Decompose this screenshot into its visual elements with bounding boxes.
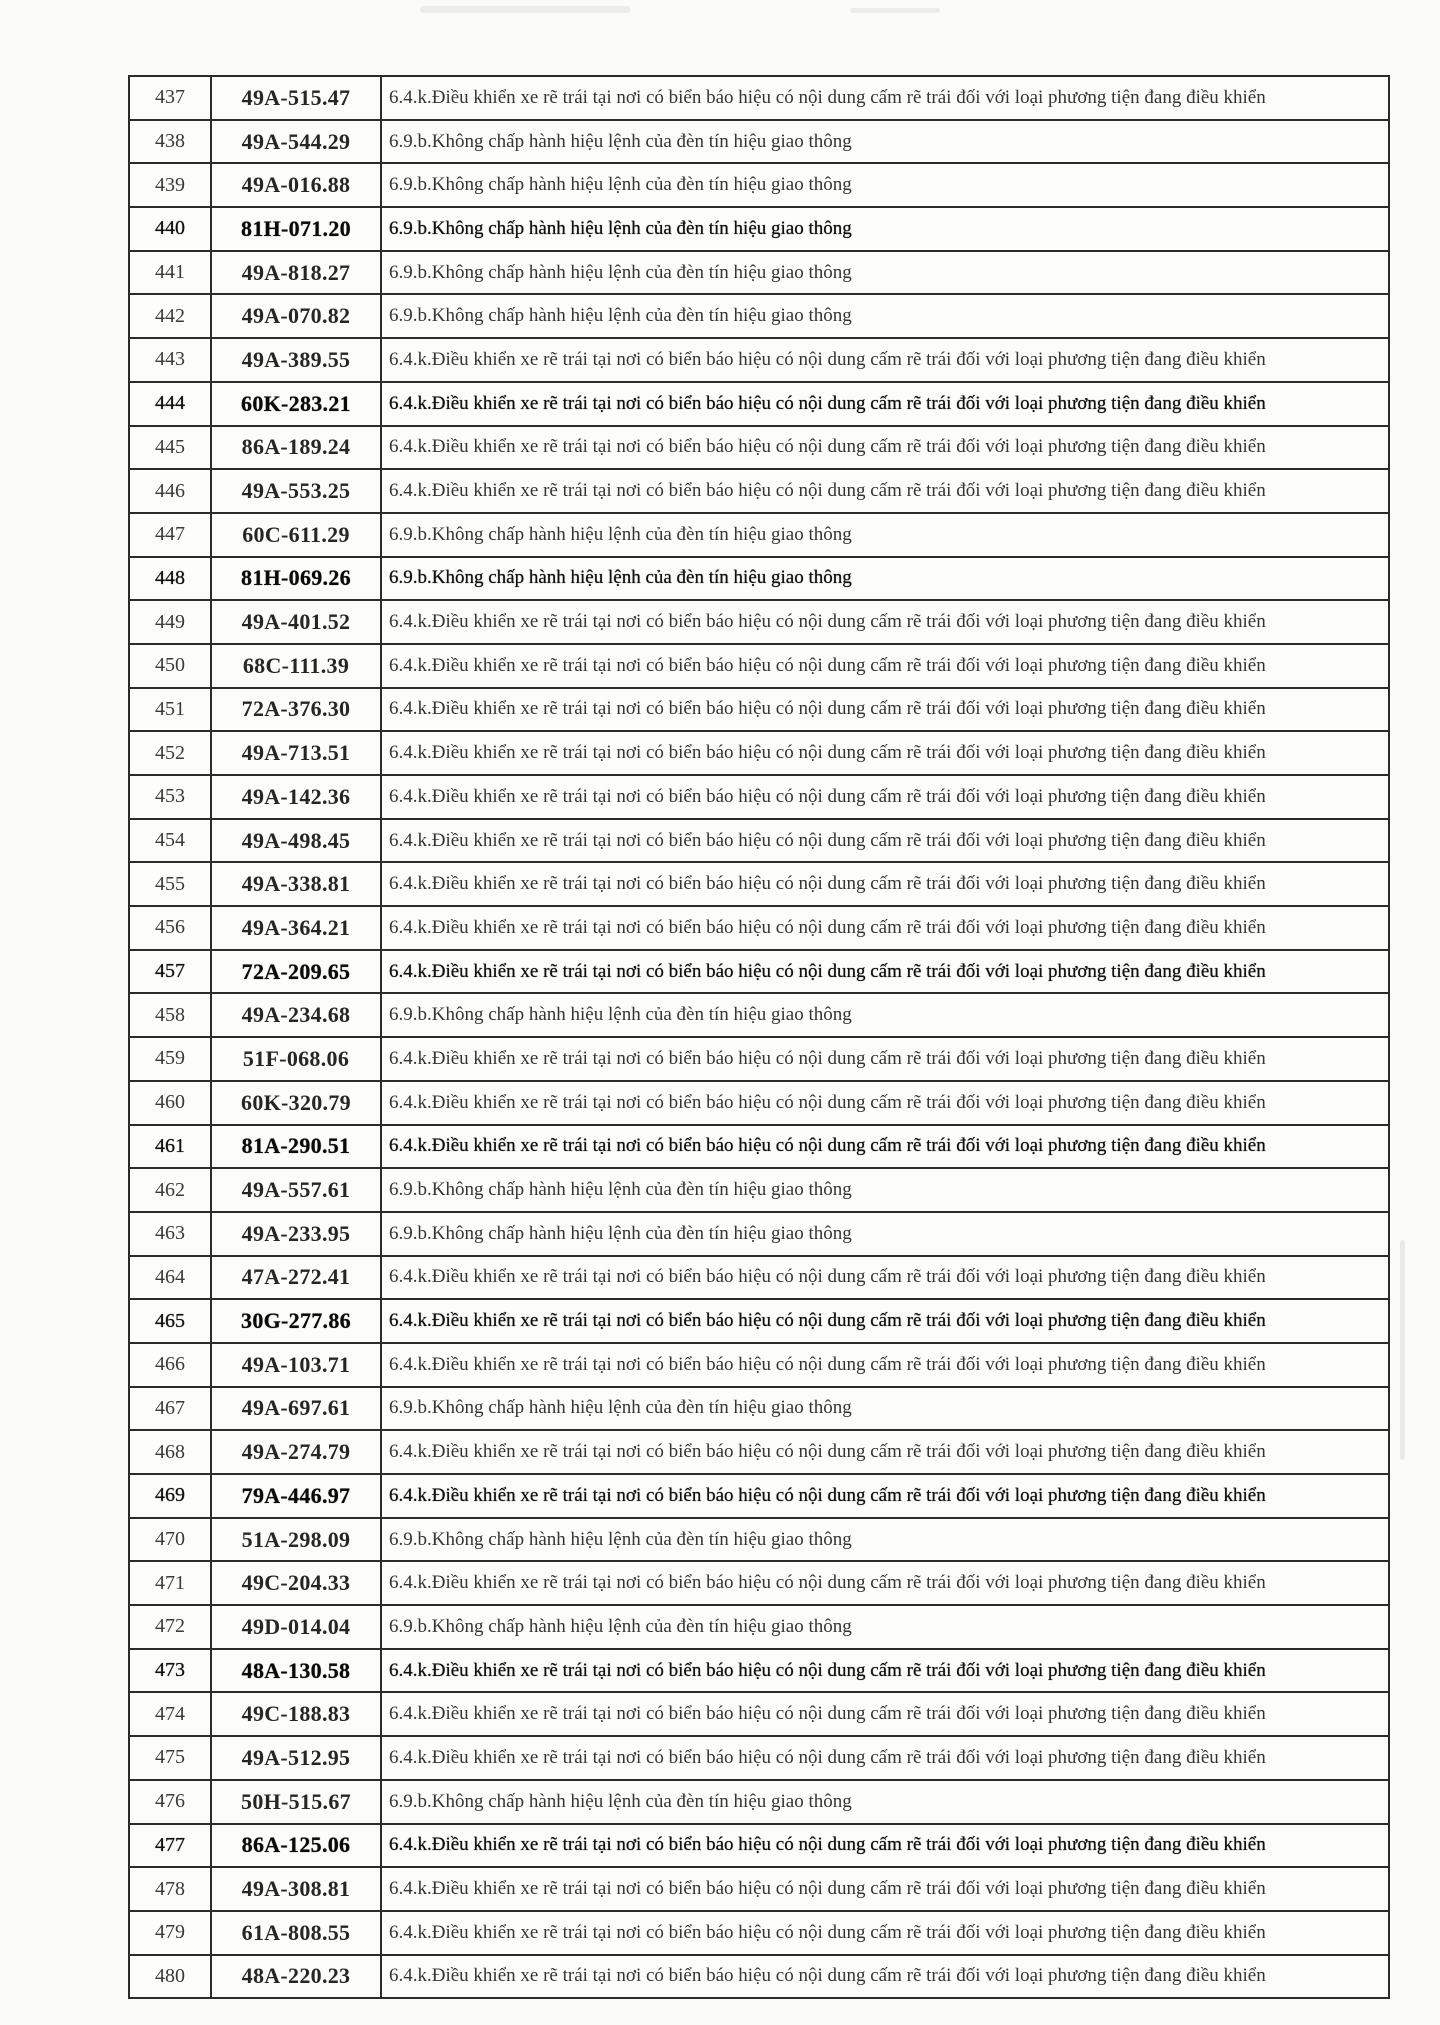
license-plate: 60K-283.21: [211, 382, 381, 426]
row-number: 463: [129, 1212, 211, 1256]
violation-description: 6.4.k.Điều khiển xe rẽ trái tại nơi có biển báo hiệu có nội dung cấm rẽ trái đối với loại phương tiện đang điều khiển: [381, 862, 1389, 906]
license-plate: 49A-070.82: [211, 294, 381, 338]
violation-description: 6.9.b.Không chấp hành hiệu lệnh của đèn tín hiệu giao thông: [381, 207, 1389, 251]
license-plate: 60K-320.79: [211, 1081, 381, 1125]
table-row: [129, 251, 1389, 295]
row-number: 475: [129, 1736, 211, 1780]
license-plate: 49A-142.36: [211, 775, 381, 819]
row-number: 476: [129, 1780, 211, 1824]
violation-description: 6.9.b.Không chấp hành hiệu lệnh của đèn tín hiệu giao thông: [381, 1605, 1389, 1649]
table-row: [129, 862, 1389, 906]
license-plate: 86A-125.06: [211, 1824, 381, 1868]
violation-description: 6.9.b.Không chấp hành hiệu lệnh của đèn tín hiệu giao thông: [381, 294, 1389, 338]
table-row: [129, 1387, 1389, 1431]
violation-description: 6.4.k.Điều khiển xe rẽ trái tại nơi có biển báo hiệu có nội dung cấm rẽ trái đối với loại phương tiện đang điều khiển: [381, 426, 1389, 470]
violation-description: 6.4.k.Điều khiển xe rẽ trái tại nơi có biển báo hiệu có nội dung cấm rẽ trái đối với loại phương tiện đang điều khiển: [381, 1081, 1389, 1125]
license-plate: 49A-401.52: [211, 600, 381, 644]
violation-table: [128, 75, 1390, 1999]
table-row: [129, 688, 1389, 732]
row-number: 456: [129, 906, 211, 950]
violation-description: 6.4.k.Điều khiển xe rẽ trái tại nơi có biển báo hiệu có nội dung cấm rẽ trái đối với loại phương tiện đang điều khiển: [381, 338, 1389, 382]
violation-description: 6.9.b.Không chấp hành hiệu lệnh của đèn tín hiệu giao thông: [381, 163, 1389, 207]
violation-description: 6.4.k.Điều khiển xe rẽ trái tại nơi có biển báo hiệu có nội dung cấm rẽ trái đối với loại phương tiện đang điều khiển: [381, 1430, 1389, 1474]
violation-description: 6.4.k.Điều khiển xe rẽ trái tại nơi có biển báo hiệu có nội dung cấm rẽ trái đối với loại phương tiện đang điều khiển: [381, 1256, 1389, 1300]
violation-description: 6.4.k.Điều khiển xe rẽ trái tại nơi có biển báo hiệu có nội dung cấm rẽ trái đối với loại phương tiện đang điều khiển: [381, 1561, 1389, 1605]
license-plate: 81A-290.51: [211, 1125, 381, 1169]
table-row: [129, 1125, 1389, 1169]
violation-description: 6.9.b.Không chấp hành hiệu lệnh của đèn tín hiệu giao thông: [381, 1212, 1389, 1256]
license-plate: 49A-818.27: [211, 251, 381, 295]
row-number: 478: [129, 1867, 211, 1911]
table-row: [129, 76, 1389, 120]
row-number: 439: [129, 163, 211, 207]
table-row: [129, 163, 1389, 207]
violation-description: 6.4.k.Điều khiển xe rẽ trái tại nơi có biển báo hiệu có nội dung cấm rẽ trái đối với loại phương tiện đang điều khiển: [381, 1692, 1389, 1736]
license-plate: 72A-209.65: [211, 950, 381, 994]
row-number: 474: [129, 1692, 211, 1736]
table-row: [129, 469, 1389, 513]
row-number: 473: [129, 1649, 211, 1693]
violation-description: 6.9.b.Không chấp hành hiệu lệnh của đèn tín hiệu giao thông: [381, 251, 1389, 295]
license-plate: 86A-189.24: [211, 426, 381, 470]
license-plate: 49A-308.81: [211, 1867, 381, 1911]
license-plate: 60C-611.29: [211, 513, 381, 557]
table-row: [129, 207, 1389, 251]
table-row: [129, 1561, 1389, 1605]
violation-description: 6.9.b.Không chấp hành hiệu lệnh của đèn tín hiệu giao thông: [381, 557, 1389, 601]
row-number: 442: [129, 294, 211, 338]
row-number: 450: [129, 644, 211, 688]
violation-description: 6.4.k.Điều khiển xe rẽ trái tại nơi có biển báo hiệu có nội dung cấm rẽ trái đối với loại phương tiện đang điều khiển: [381, 644, 1389, 688]
table-row: [129, 1824, 1389, 1868]
row-number: 447: [129, 513, 211, 557]
table-row: [129, 644, 1389, 688]
table-row: [129, 1605, 1389, 1649]
row-number: 457: [129, 950, 211, 994]
license-plate: 48A-220.23: [211, 1955, 381, 1999]
violation-description: 6.4.k.Điều khiển xe rẽ trái tại nơi có biển báo hiệu có nội dung cấm rẽ trái đối với loại phương tiện đang điều khiển: [381, 1955, 1389, 1999]
row-number: 479: [129, 1911, 211, 1955]
license-plate: 49C-204.33: [211, 1561, 381, 1605]
violation-description: 6.4.k.Điều khiển xe rẽ trái tại nơi có biển báo hiệu có nội dung cấm rẽ trái đối với loại phương tiện đang điều khiển: [381, 469, 1389, 513]
violation-description: 6.4.k.Điều khiển xe rẽ trái tại nơi có biển báo hiệu có nội dung cấm rẽ trái đối với loại phương tiện đang điều khiển: [381, 1343, 1389, 1387]
license-plate: 49A-016.88: [211, 163, 381, 207]
row-number: 462: [129, 1168, 211, 1212]
license-plate: 50H-515.67: [211, 1780, 381, 1824]
row-number: 443: [129, 338, 211, 382]
license-plate: 61A-808.55: [211, 1911, 381, 1955]
row-number: 449: [129, 600, 211, 644]
license-plate: 81H-069.26: [211, 557, 381, 601]
row-number: 446: [129, 469, 211, 513]
violations-tbody: [129, 76, 1389, 1998]
violation-description: 6.9.b.Không chấp hành hiệu lệnh của đèn tín hiệu giao thông: [381, 993, 1389, 1037]
table-row: [129, 1692, 1389, 1736]
table-row: [129, 1168, 1389, 1212]
license-plate: 51A-298.09: [211, 1518, 381, 1562]
violation-description: 6.4.k.Điều khiển xe rẽ trái tại nơi có biển báo hiệu có nội dung cấm rẽ trái đối với loại phương tiện đang điều khiển: [381, 1299, 1389, 1343]
row-number: 452: [129, 731, 211, 775]
violation-description: 6.4.k.Điều khiển xe rẽ trái tại nơi có biển báo hiệu có nội dung cấm rẽ trái đối với loại phương tiện đang điều khiển: [381, 1867, 1389, 1911]
table-row: [129, 775, 1389, 819]
table-row: [129, 1256, 1389, 1300]
row-number: 477: [129, 1824, 211, 1868]
license-plate: 49A-389.55: [211, 338, 381, 382]
violation-description: 6.4.k.Điều khiển xe rẽ trái tại nơi có biển báo hiệu có nội dung cấm rẽ trái đối với loại phương tiện đang điều khiển: [381, 1037, 1389, 1081]
violation-description: 6.9.b.Không chấp hành hiệu lệnh của đèn tín hiệu giao thông: [381, 513, 1389, 557]
violation-description: 6.9.b.Không chấp hành hiệu lệnh của đèn tín hiệu giao thông: [381, 1518, 1389, 1562]
table-row: [129, 1474, 1389, 1518]
table-row: [129, 1081, 1389, 1125]
row-number: 464: [129, 1256, 211, 1300]
table-row: [129, 1343, 1389, 1387]
license-plate: 48A-130.58: [211, 1649, 381, 1693]
table-row: [129, 1037, 1389, 1081]
violation-description: 6.4.k.Điều khiển xe rẽ trái tại nơi có biển báo hiệu có nội dung cấm rẽ trái đối với loại phương tiện đang điều khiển: [381, 819, 1389, 863]
violation-description: 6.9.b.Không chấp hành hiệu lệnh của đèn tín hiệu giao thông: [381, 1780, 1389, 1824]
violation-description: 6.4.k.Điều khiển xe rẽ trái tại nơi có biển báo hiệu có nội dung cấm rẽ trái đối với loại phương tiện đang điều khiển: [381, 600, 1389, 644]
violation-description: 6.4.k.Điều khiển xe rẽ trái tại nơi có biển báo hiệu có nội dung cấm rẽ trái đối với loại phương tiện đang điều khiển: [381, 1736, 1389, 1780]
table-row: [129, 600, 1389, 644]
table-row: [129, 993, 1389, 1037]
row-number: 459: [129, 1037, 211, 1081]
row-number: 471: [129, 1561, 211, 1605]
row-number: 458: [129, 993, 211, 1037]
license-plate: 49A-697.61: [211, 1387, 381, 1431]
violation-description: 6.4.k.Điều khiển xe rẽ trái tại nơi có biển báo hiệu có nội dung cấm rẽ trái đối với loại phương tiện đang điều khiển: [381, 1125, 1389, 1169]
row-number: 455: [129, 862, 211, 906]
table-row: [129, 338, 1389, 382]
row-number: 467: [129, 1387, 211, 1431]
table-row: [129, 1430, 1389, 1474]
row-number: 460: [129, 1081, 211, 1125]
table-row: [129, 513, 1389, 557]
table-row: [129, 1955, 1389, 1999]
license-plate: 49A-544.29: [211, 120, 381, 164]
license-plate: 51F-068.06: [211, 1037, 381, 1081]
table-row: [129, 1780, 1389, 1824]
row-number: 454: [129, 819, 211, 863]
license-plate: 72A-376.30: [211, 688, 381, 732]
license-plate: 49A-512.95: [211, 1736, 381, 1780]
violation-description: 6.4.k.Điều khiển xe rẽ trái tại nơi có biển báo hiệu có nội dung cấm rẽ trái đối với loại phương tiện đang điều khiển: [381, 1824, 1389, 1868]
license-plate: 49A-103.71: [211, 1343, 381, 1387]
license-plate: 49A-234.68: [211, 993, 381, 1037]
violation-description: 6.9.b.Không chấp hành hiệu lệnh của đèn tín hiệu giao thông: [381, 1387, 1389, 1431]
row-number: 451: [129, 688, 211, 732]
scan-smudge-top-right: [850, 8, 940, 13]
table-row: [129, 1212, 1389, 1256]
row-number: 461: [129, 1125, 211, 1169]
table-row: [129, 1911, 1389, 1955]
row-number: 470: [129, 1518, 211, 1562]
table-row: [129, 120, 1389, 164]
row-number: 469: [129, 1474, 211, 1518]
table-row: [129, 731, 1389, 775]
license-plate: 49D-014.04: [211, 1605, 381, 1649]
row-number: 440: [129, 207, 211, 251]
table-row: [129, 906, 1389, 950]
violation-description: 6.4.k.Điều khiển xe rẽ trái tại nơi có biển báo hiệu có nội dung cấm rẽ trái đối với loại phương tiện đang điều khiển: [381, 1649, 1389, 1693]
license-plate: 49A-498.45: [211, 819, 381, 863]
violation-description: 6.4.k.Điều khiển xe rẽ trái tại nơi có biển báo hiệu có nội dung cấm rẽ trái đối với loại phương tiện đang điều khiển: [381, 950, 1389, 994]
scan-smudge-top: [420, 6, 630, 13]
license-plate: 68C-111.39: [211, 644, 381, 688]
table-row: [129, 426, 1389, 470]
row-number: 480: [129, 1955, 211, 1999]
license-plate: 49A-233.95: [211, 1212, 381, 1256]
table-row: [129, 1736, 1389, 1780]
row-number: 441: [129, 251, 211, 295]
table-row: [129, 1518, 1389, 1562]
license-plate: 49A-553.25: [211, 469, 381, 513]
license-plate: 49A-338.81: [211, 862, 381, 906]
row-number: 465: [129, 1299, 211, 1343]
row-number: 453: [129, 775, 211, 819]
license-plate: 49A-557.61: [211, 1168, 381, 1212]
violation-description: 6.4.k.Điều khiển xe rẽ trái tại nơi có biển báo hiệu có nội dung cấm rẽ trái đối với loại phương tiện đang điều khiển: [381, 1911, 1389, 1955]
table-row: [129, 950, 1389, 994]
license-plate: 49A-274.79: [211, 1430, 381, 1474]
license-plate: 49C-188.83: [211, 1692, 381, 1736]
violation-description: 6.9.b.Không chấp hành hiệu lệnh của đèn tín hiệu giao thông: [381, 120, 1389, 164]
row-number: 472: [129, 1605, 211, 1649]
table-row: [129, 1867, 1389, 1911]
row-number: 466: [129, 1343, 211, 1387]
row-number: 448: [129, 557, 211, 601]
row-number: 445: [129, 426, 211, 470]
table-row: [129, 557, 1389, 601]
license-plate: 49A-515.47: [211, 76, 381, 120]
license-plate: 30G-277.86: [211, 1299, 381, 1343]
license-plate: 79A-446.97: [211, 1474, 381, 1518]
table-row: [129, 294, 1389, 338]
license-plate: 49A-713.51: [211, 731, 381, 775]
license-plate: 49A-364.21: [211, 906, 381, 950]
violation-description: 6.4.k.Điều khiển xe rẽ trái tại nơi có biển báo hiệu có nội dung cấm rẽ trái đối với loại phương tiện đang điều khiển: [381, 76, 1389, 120]
violation-description: 6.9.b.Không chấp hành hiệu lệnh của đèn tín hiệu giao thông: [381, 1168, 1389, 1212]
violation-description: 6.4.k.Điều khiển xe rẽ trái tại nơi có biển báo hiệu có nội dung cấm rẽ trái đối với loại phương tiện đang điều khiển: [381, 1474, 1389, 1518]
violation-description: 6.4.k.Điều khiển xe rẽ trái tại nơi có biển báo hiệu có nội dung cấm rẽ trái đối với loại phương tiện đang điều khiển: [381, 382, 1389, 426]
violation-description: 6.4.k.Điều khiển xe rẽ trái tại nơi có biển báo hiệu có nội dung cấm rẽ trái đối với loại phương tiện đang điều khiển: [381, 731, 1389, 775]
table-row: [129, 819, 1389, 863]
table-row: [129, 382, 1389, 426]
violation-description: 6.4.k.Điều khiển xe rẽ trái tại nơi có biển báo hiệu có nội dung cấm rẽ trái đối với loại phương tiện đang điều khiển: [381, 775, 1389, 819]
table-row: [129, 1299, 1389, 1343]
violation-description: 6.4.k.Điều khiển xe rẽ trái tại nơi có biển báo hiệu có nội dung cấm rẽ trái đối với loại phương tiện đang điều khiển: [381, 688, 1389, 732]
row-number: 468: [129, 1430, 211, 1474]
row-number: 444: [129, 382, 211, 426]
table-row: [129, 1649, 1389, 1693]
row-number: 438: [129, 120, 211, 164]
row-number: 437: [129, 76, 211, 120]
license-plate: 81H-071.20: [211, 207, 381, 251]
scan-streak-right: [1400, 1240, 1405, 1460]
violation-description: 6.4.k.Điều khiển xe rẽ trái tại nơi có biển báo hiệu có nội dung cấm rẽ trái đối với loại phương tiện đang điều khiển: [381, 906, 1389, 950]
license-plate: 47A-272.41: [211, 1256, 381, 1300]
